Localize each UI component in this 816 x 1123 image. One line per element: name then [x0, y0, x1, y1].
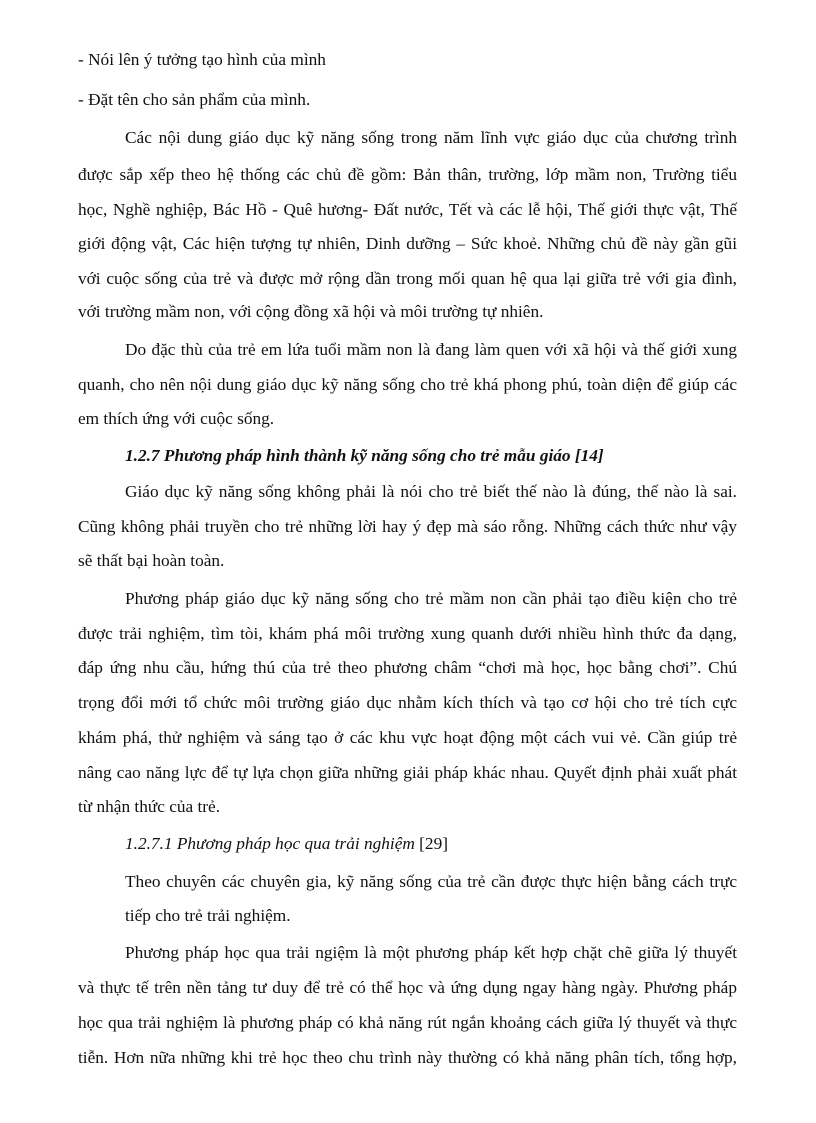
subsection-heading: [125, 834, 448, 854]
paragraph-line: và thực tế trên nền tảng tư duy để trẻ có thể học và ứng dụng ngay hàng ngày. Phương pháp: [78, 978, 737, 997]
paragraph-line: từ nhận thức của trẻ.: [78, 797, 221, 816]
bullet-line: - Đặt tên cho sản phẩm của mình.: [78, 90, 311, 109]
paragraph-line: tiếp cho trẻ trải nghiệm.: [125, 906, 291, 925]
bullet-line: - Nói lên ý tưởng tạo hình của mình: [78, 50, 326, 69]
paragraph-line: sẽ thất bại hoàn toàn.: [78, 551, 225, 570]
paragraph-line: học qua trải nghiệm là phương pháp có khả năng rút ngắn khoảng cách giữa lý thuyết và thực: [78, 1013, 737, 1032]
paragraph-line: Cũng không phải truyền cho trẻ những lời hay ý đẹp mà sáo rỗng. Những cách thức như vậy: [78, 517, 737, 536]
paragraph-line: nâng cao năng lực để tự lựa chọn giữa những giải pháp khác nhau. Quyết định phải xuất phát: [78, 763, 737, 782]
paragraph-line: Do đặc thù của trẻ em lứa tuổi mầm non là đang làm quen với xã hội và thế giới xung: [125, 340, 737, 359]
paragraph-line: Các nội dung giáo dục kỹ năng sống trong năm lĩnh vực giáo dục của chương trình: [125, 128, 737, 147]
paragraph-line: đáp ứng nhu cầu, hứng thú của trẻ theo phương châm “chơi mà học, học bằng chơi”. Chú: [78, 658, 737, 677]
paragraph-line: giới động vật, Các hiện tượng tự nhiên, Dinh dưỡng – Sức khoẻ. Những chủ đề này gần gũi: [78, 234, 737, 253]
subsection-heading-title: 1.2.7.1 Phương pháp học qua trải nghiệm: [125, 834, 415, 853]
paragraph-line: Giáo dục kỹ năng sống không phải là nói cho trẻ biết thế nào là đúng, thế nào là sai.: [125, 482, 737, 501]
paragraph-line: khám phá, thử nghiệm và sáng tạo ở các khu vực hoạt động một cách vui vẻ. Cần giúp trẻ: [78, 728, 737, 747]
paragraph-line: trọng đổi mới tổ chức môi trường giáo dục nhằm kích thích và tạo cơ hội cho trẻ tích cực: [78, 693, 737, 712]
paragraph-line: em thích ứng với cuộc sống.: [78, 409, 275, 428]
paragraph-line: được trải nghiệm, tìm tòi, khám phá môi trường xung quanh dưới nhiều hình thức đa dạng,: [78, 624, 737, 643]
paragraph-line: quanh, cho nên nội dung giáo dục kỹ năng sống cho trẻ khá phong phú, toàn diện để giúp các: [78, 375, 737, 394]
section-heading: 1.2.7 Phương pháp hình thành kỹ năng sống cho trẻ mẫu giáo [14]: [125, 446, 604, 465]
paragraph-line: Theo chuyên các chuyên gia, kỹ năng sống của trẻ cần được thực hiện bằng cách trực: [125, 872, 737, 891]
paragraph-line: được sắp xếp theo hệ thống các chủ đề gồm: Bản thân, trường, lớp mầm non, Trường tiểu: [78, 165, 737, 184]
subsection-heading-ref: [29]: [414, 834, 448, 853]
paragraph-line: học, Nghề nghiệp, Bác Hồ - Quê hương- Đất nước, Tết và các lễ hội, Thế giới thực vật, Thế: [78, 200, 737, 219]
paragraph-line: với cuộc sống của trẻ và được mở rộng dần trong mối quan hệ qua lại giữa trẻ với gia đình,: [78, 269, 737, 288]
paragraph-line: Phương pháp học qua trải ngiệm là một phương pháp kết hợp chặt chẽ giữa lý thuyết: [125, 943, 737, 962]
paragraph-line: tiễn. Hơn nữa những khi trẻ học theo chu trình này thường có khả năng phân tích, tổng hợp,: [78, 1048, 737, 1067]
paragraph-line: Phương pháp giáo dục kỹ năng sống cho trẻ mầm non cần phải tạo điều kiện cho trẻ: [125, 589, 737, 608]
paragraph-line: với trường mầm non, với cộng đồng xã hội và môi trường tự nhiên.: [78, 302, 544, 321]
